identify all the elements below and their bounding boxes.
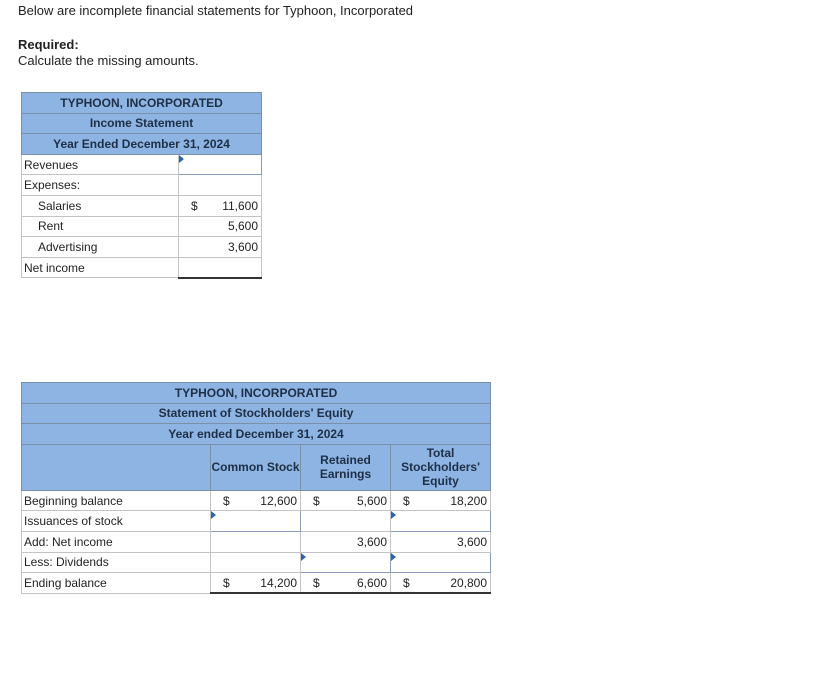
col-retained-earnings: Retained Earnings <box>301 444 391 490</box>
expenses-blank <box>179 175 262 196</box>
col-total-equity: Total Stockholders' Equity <box>391 444 491 490</box>
se-period: Year ended December 31, 2024 <box>22 424 491 445</box>
row-label: Add: Net income <box>22 531 211 552</box>
net-income-total-value: 3,600 <box>456 534 488 549</box>
expenses-label: Expenses: <box>22 175 179 196</box>
table-row <box>22 531 491 552</box>
expense-row <box>22 195 262 216</box>
table-row <box>22 511 491 532</box>
equity-statement-table <box>21 382 491 594</box>
se-company: TYPHOON, INCORPORATED <box>22 383 491 404</box>
income-statement-table <box>21 92 262 279</box>
issuances-common-input[interactable] <box>211 511 301 532</box>
beginning-retained-value: 5,600 <box>356 493 387 508</box>
intro-text: Below are incomplete financial statements for Typhoon, Incorporated <box>18 3 414 18</box>
revenues-label: Revenues <box>22 154 179 175</box>
revenues-input[interactable] <box>179 154 262 175</box>
currency-sign: $ <box>313 493 320 508</box>
net-income-cell <box>179 257 262 278</box>
col-common-stock: Common Stock <box>211 444 301 490</box>
dividends-retained-input[interactable] <box>301 552 391 573</box>
currency-sign: $ <box>403 493 410 508</box>
row-label: Issuances of stock <box>22 511 211 532</box>
beginning-common-value: 12,600 <box>260 493 297 508</box>
ending-common-value: 14,200 <box>260 575 297 590</box>
row-label: Beginning balance <box>22 490 211 511</box>
issuances-retained-cell <box>301 511 391 532</box>
rent-value: 5,600 <box>227 219 259 234</box>
ending-total-value: 20,800 <box>450 575 488 590</box>
row-label: Ending balance <box>22 573 211 594</box>
se-header-blank <box>22 444 211 490</box>
issuances-total-input[interactable] <box>391 511 491 532</box>
currency-sign: $ <box>223 493 230 508</box>
dividends-total-input[interactable] <box>391 552 491 573</box>
instruction-text: Calculate the missing amounts. <box>18 53 199 68</box>
table-row <box>22 573 491 594</box>
table-row <box>22 552 491 573</box>
is-period: Year Ended December 31, 2024 <box>22 134 262 155</box>
salaries-label: Salaries <box>22 195 179 216</box>
is-company: TYPHOON, INCORPORATED <box>22 93 262 114</box>
currency-sign: $ <box>191 198 198 213</box>
row-label: Less: Dividends <box>22 552 211 573</box>
rent-label: Rent <box>22 216 179 237</box>
dividends-common-cell <box>211 552 301 573</box>
currency-sign: $ <box>403 575 410 590</box>
is-title: Income Statement <box>22 113 262 134</box>
net-income-retained-value: 3,600 <box>356 534 387 549</box>
table-row <box>22 490 491 511</box>
se-title: Statement of Stockholders' Equity <box>22 403 491 424</box>
required-label: Required: <box>18 37 79 52</box>
expense-row <box>22 216 262 237</box>
salaries-value: 11,600 <box>222 198 259 213</box>
beginning-total-value: 18,200 <box>450 493 488 508</box>
net-income-label: Net income <box>22 257 179 278</box>
advertising-value: 3,600 <box>227 239 259 254</box>
currency-sign: $ <box>313 575 320 590</box>
currency-sign: $ <box>223 575 230 590</box>
ending-retained-value: 6,600 <box>356 575 387 590</box>
net-income-common-cell <box>211 531 301 552</box>
expense-row <box>22 237 262 258</box>
advertising-label: Advertising <box>22 237 179 258</box>
